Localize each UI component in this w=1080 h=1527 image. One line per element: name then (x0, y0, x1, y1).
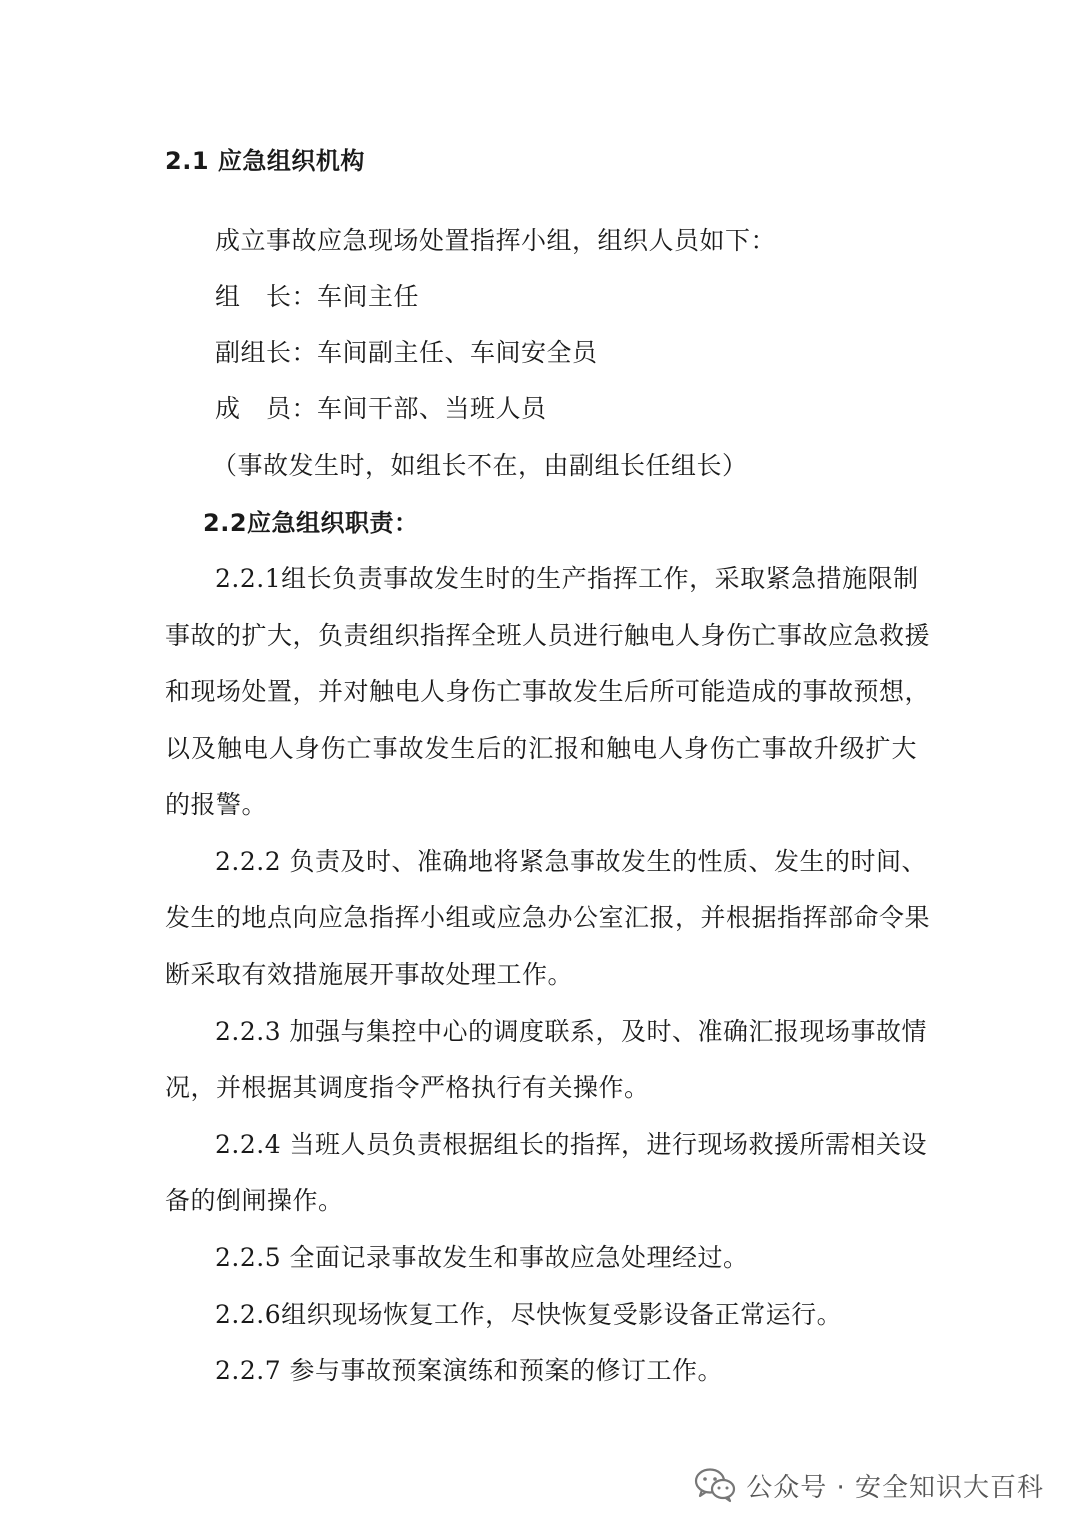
p223-line-1: 2.2.3 加强与集控中心的调度联系，及时、准确汇报现场事故情 (215, 1017, 928, 1046)
p221-line-1: 2.2.1组长负责事故发生时的生产指挥工作，采取紧急措施限制 (215, 564, 919, 593)
leader-line: 组 长：车间主任 (215, 282, 420, 311)
p221-line-4: 以及触电人身伤亡事故发生后的汇报和触电人身伤亡事故升级扩大 (165, 734, 917, 763)
p221-line-3: 和现场处置，并对触电人身伤亡事故发生后所可能造成的事故预想， (165, 677, 931, 706)
p224-line-2: 备的倒闸操作。 (165, 1186, 344, 1215)
wechat-icon (694, 1467, 736, 1503)
vice-leader-line: 副组长：车间副主任、车间安全员 (215, 338, 598, 367)
p222-line-1: 2.2.2 负责及时、准确地将紧急事故发生的性质、发生的时间、 (215, 847, 928, 876)
p221-line-5: 的报警。 (165, 790, 268, 819)
p227-line: 2.2.7 参与事故预案演练和预案的修订工作。 (215, 1356, 724, 1385)
p222-line-2: 发生的地点向应急指挥小组或应急办公室汇报，并根据指挥部命令果 (165, 903, 931, 932)
intro-paragraph: 成立事故应急现场处置指挥小组，组织人员如下： (215, 226, 777, 255)
wechat-watermark (694, 1465, 1044, 1505)
p224-line-1: 2.2.4 当班人员负责根据组长的指挥，进行现场救援所需相关设 (215, 1130, 928, 1159)
section-heading-2-1: 2.1 应急组织机构 (165, 147, 365, 175)
members-line: 成 员：车间干部、当班人员 (215, 394, 547, 423)
p226-line: 2.2.6组织现场恢复工作，尽快恢复受影设备正常运行。 (215, 1300, 843, 1329)
p222-line-3: 断采取有效措施展开事故处理工作。 (165, 960, 574, 989)
p225-line: 2.2.5 全面记录事故发生和事故应急处理经过。 (215, 1243, 749, 1272)
watermark-text: 公众号 · 安全知识大百科 (746, 1472, 1044, 1503)
p223-line-2: 况，并根据其调度指令严格执行有关操作。 (165, 1073, 650, 1102)
p221-line-2: 事故的扩大，负责组织指挥全班人员进行触电人身伤亡事故应急救援 (165, 621, 931, 650)
section-heading-2-2: 2.2应急组织职责： (203, 509, 419, 537)
note-line: （事故发生时，如组长不在，由副组长任组长） (212, 451, 748, 480)
